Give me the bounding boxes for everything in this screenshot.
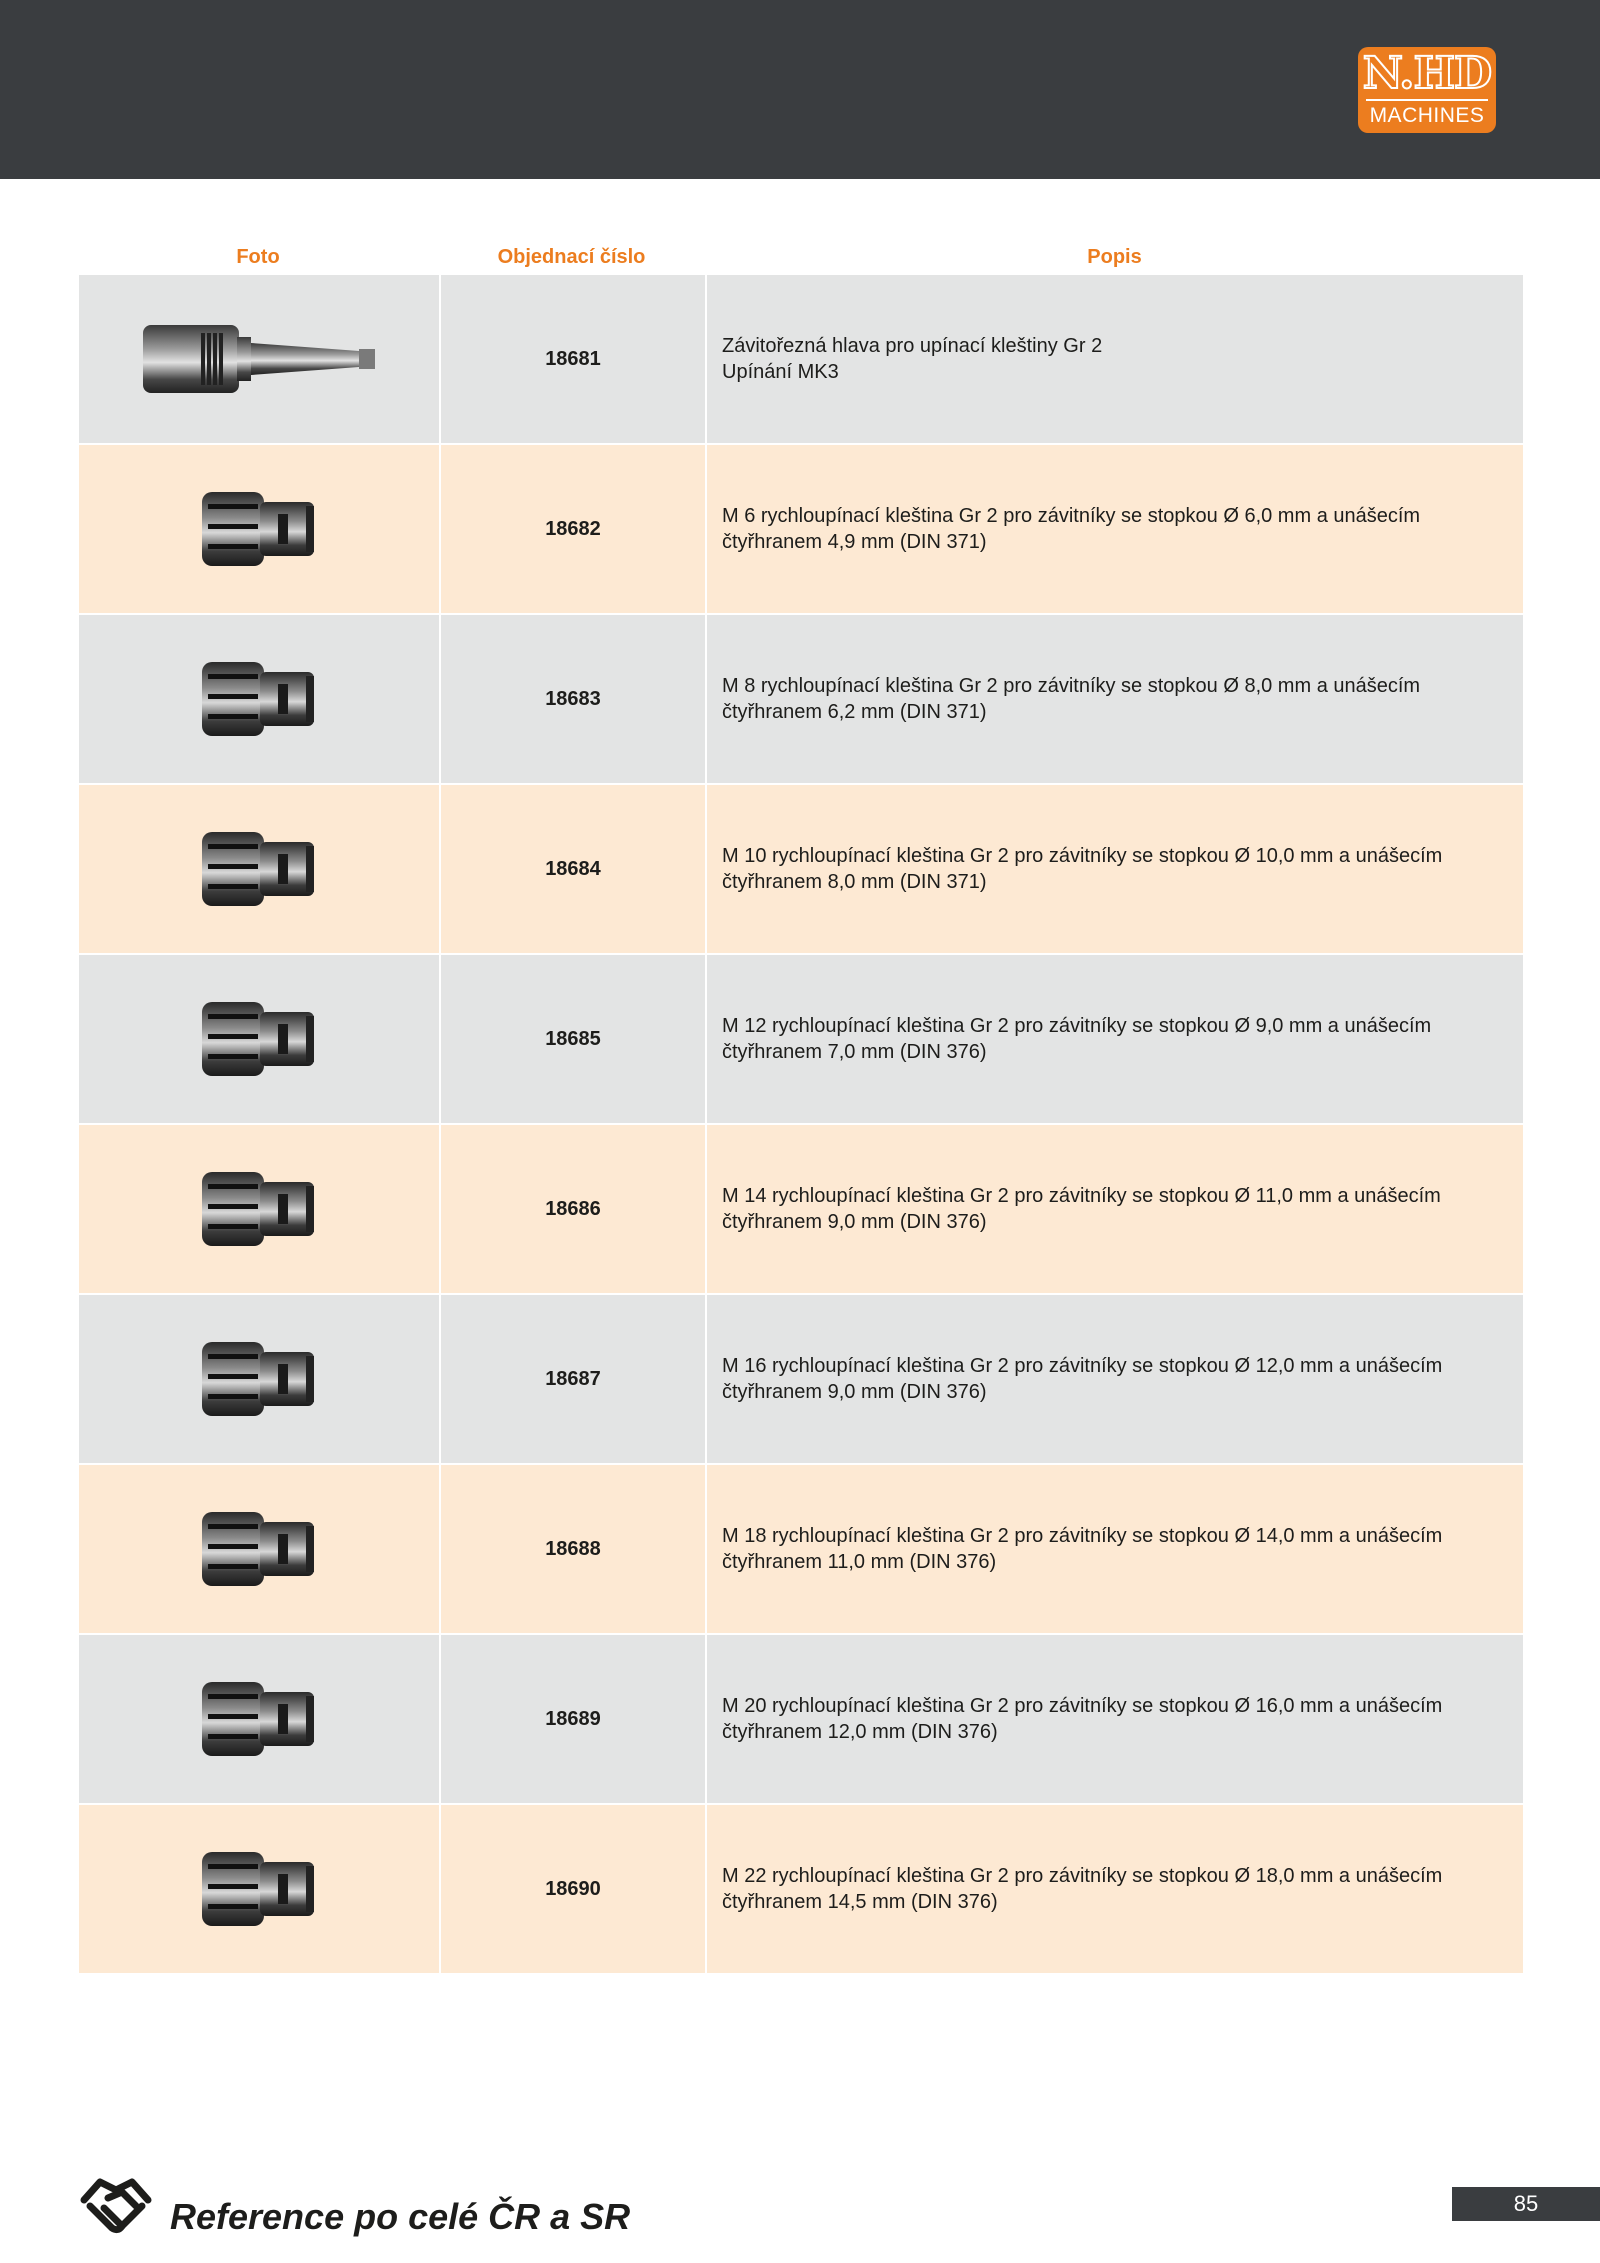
product-photo-cell bbox=[79, 445, 439, 613]
product-photo-cell bbox=[79, 955, 439, 1123]
product-description bbox=[705, 785, 1523, 953]
collet-icon bbox=[198, 996, 320, 1082]
description-line: čtyřhranem 6,2 mm (DIN 371) bbox=[722, 701, 987, 723]
description-line: M 6 rychloupínací kleština Gr 2 pro závitníky se stopkou Ø 6,0 mm a unášecím bbox=[722, 505, 1421, 527]
description-line: čtyřhranem 8,0 mm (DIN 371) bbox=[722, 871, 987, 893]
description-line: čtyřhranem 11,0 mm (DIN 376) bbox=[722, 1551, 997, 1573]
logo-wordmark: N.HD bbox=[1362, 48, 1492, 99]
collet-icon bbox=[198, 1336, 320, 1422]
column-header-foto: Foto bbox=[236, 246, 280, 268]
logo-subtitle: MACHINES bbox=[1369, 104, 1485, 127]
description-line: čtyřhranem 4,9 mm (DIN 371) bbox=[722, 531, 987, 553]
order-number: 18685 bbox=[439, 955, 705, 1123]
description-line: M 8 rychloupínací kleština Gr 2 pro závitníky se stopkou Ø 8,0 mm a unášecím bbox=[722, 675, 1421, 697]
product-photo-cell bbox=[79, 1295, 439, 1463]
product-description bbox=[705, 1295, 1523, 1463]
description-line: M 22 rychloupínací kleština Gr 2 pro závitníky se stopkou Ø 18,0 mm a unášecím bbox=[722, 1865, 1443, 1887]
table-row bbox=[79, 275, 1523, 443]
column-header-order-number: Objednací číslo bbox=[497, 246, 646, 268]
table-row bbox=[79, 1295, 1523, 1463]
description-line: čtyřhranem 14,5 mm (DIN 376) bbox=[722, 1891, 998, 1913]
page-header bbox=[0, 0, 1600, 179]
product-description bbox=[705, 445, 1523, 613]
tapping-head-icon bbox=[141, 321, 377, 397]
product-table bbox=[79, 275, 1523, 1975]
order-number: 18681 bbox=[439, 275, 705, 443]
collet-icon bbox=[198, 826, 320, 912]
description-line: čtyřhranem 9,0 mm (DIN 376) bbox=[722, 1381, 987, 1403]
description-line: čtyřhranem 7,0 mm (DIN 376) bbox=[722, 1041, 987, 1063]
collet-icon bbox=[198, 486, 320, 572]
product-description bbox=[705, 275, 1523, 443]
product-photo-cell bbox=[79, 1805, 439, 1973]
collet-icon bbox=[198, 1506, 320, 1592]
description-line: M 14 rychloupínací kleština Gr 2 pro závitníky se stopkou Ø 11,0 mm a unášecím bbox=[722, 1185, 1441, 1207]
collet-icon bbox=[198, 1166, 320, 1252]
product-photo-cell bbox=[79, 1465, 439, 1633]
description-line: M 10 rychloupínací kleština Gr 2 pro závitníky se stopkou Ø 10,0 mm a unášecím bbox=[722, 845, 1443, 867]
product-description bbox=[705, 1635, 1523, 1803]
order-number: 18690 bbox=[439, 1805, 705, 1973]
product-description bbox=[705, 1805, 1523, 1973]
column-header-description: Popis bbox=[1087, 246, 1142, 268]
description-line: čtyřhranem 12,0 mm (DIN 376) bbox=[722, 1721, 998, 1743]
order-number: 18682 bbox=[439, 445, 705, 613]
handshake-icon bbox=[78, 2170, 154, 2240]
table-row bbox=[79, 1635, 1523, 1803]
description-line: M 18 rychloupínací kleština Gr 2 pro závitníky se stopkou Ø 14,0 mm a unášecím bbox=[722, 1525, 1443, 1547]
product-description bbox=[705, 955, 1523, 1123]
page-number: 85 bbox=[1452, 2187, 1600, 2221]
order-number: 18688 bbox=[439, 1465, 705, 1633]
description-line: M 20 rychloupínací kleština Gr 2 pro závitníky se stopkou Ø 16,0 mm a unášecím bbox=[722, 1695, 1443, 1717]
product-photo-cell bbox=[79, 275, 439, 443]
description-line: M 16 rychloupínací kleština Gr 2 pro závitníky se stopkou Ø 12,0 mm a unášecím bbox=[722, 1355, 1443, 1377]
description-line: Upínání MK3 bbox=[722, 361, 839, 383]
order-number: 18687 bbox=[439, 1295, 705, 1463]
product-photo-cell bbox=[79, 1635, 439, 1803]
product-photo-cell bbox=[79, 615, 439, 783]
table-row bbox=[79, 445, 1523, 613]
table-row bbox=[79, 1805, 1523, 1973]
product-photo-cell bbox=[79, 785, 439, 953]
description-line: Závitořezná hlava pro upínací kleštiny Gr 2 bbox=[722, 335, 1103, 357]
order-number: 18683 bbox=[439, 615, 705, 783]
order-number: 18684 bbox=[439, 785, 705, 953]
logo-divider bbox=[1366, 99, 1488, 101]
order-number: 18689 bbox=[439, 1635, 705, 1803]
description-line: čtyřhranem 9,0 mm (DIN 376) bbox=[722, 1211, 987, 1233]
footer-tagline: Reference po celé ČR a SR bbox=[170, 2196, 631, 2237]
table-row bbox=[79, 615, 1523, 783]
product-description bbox=[705, 1125, 1523, 1293]
table-row bbox=[79, 955, 1523, 1123]
description-line: M 12 rychloupínací kleština Gr 2 pro závitníky se stopkou Ø 9,0 mm a unášecím bbox=[722, 1015, 1432, 1037]
collet-icon bbox=[198, 1846, 320, 1932]
brand-logo bbox=[1358, 47, 1496, 133]
order-number: 18686 bbox=[439, 1125, 705, 1293]
table-row bbox=[79, 1125, 1523, 1293]
collet-icon bbox=[198, 656, 320, 742]
table-row bbox=[79, 785, 1523, 953]
table-row bbox=[79, 1465, 1523, 1633]
product-description bbox=[705, 1465, 1523, 1633]
product-photo-cell bbox=[79, 1125, 439, 1293]
product-description bbox=[705, 615, 1523, 783]
collet-icon bbox=[198, 1676, 320, 1762]
